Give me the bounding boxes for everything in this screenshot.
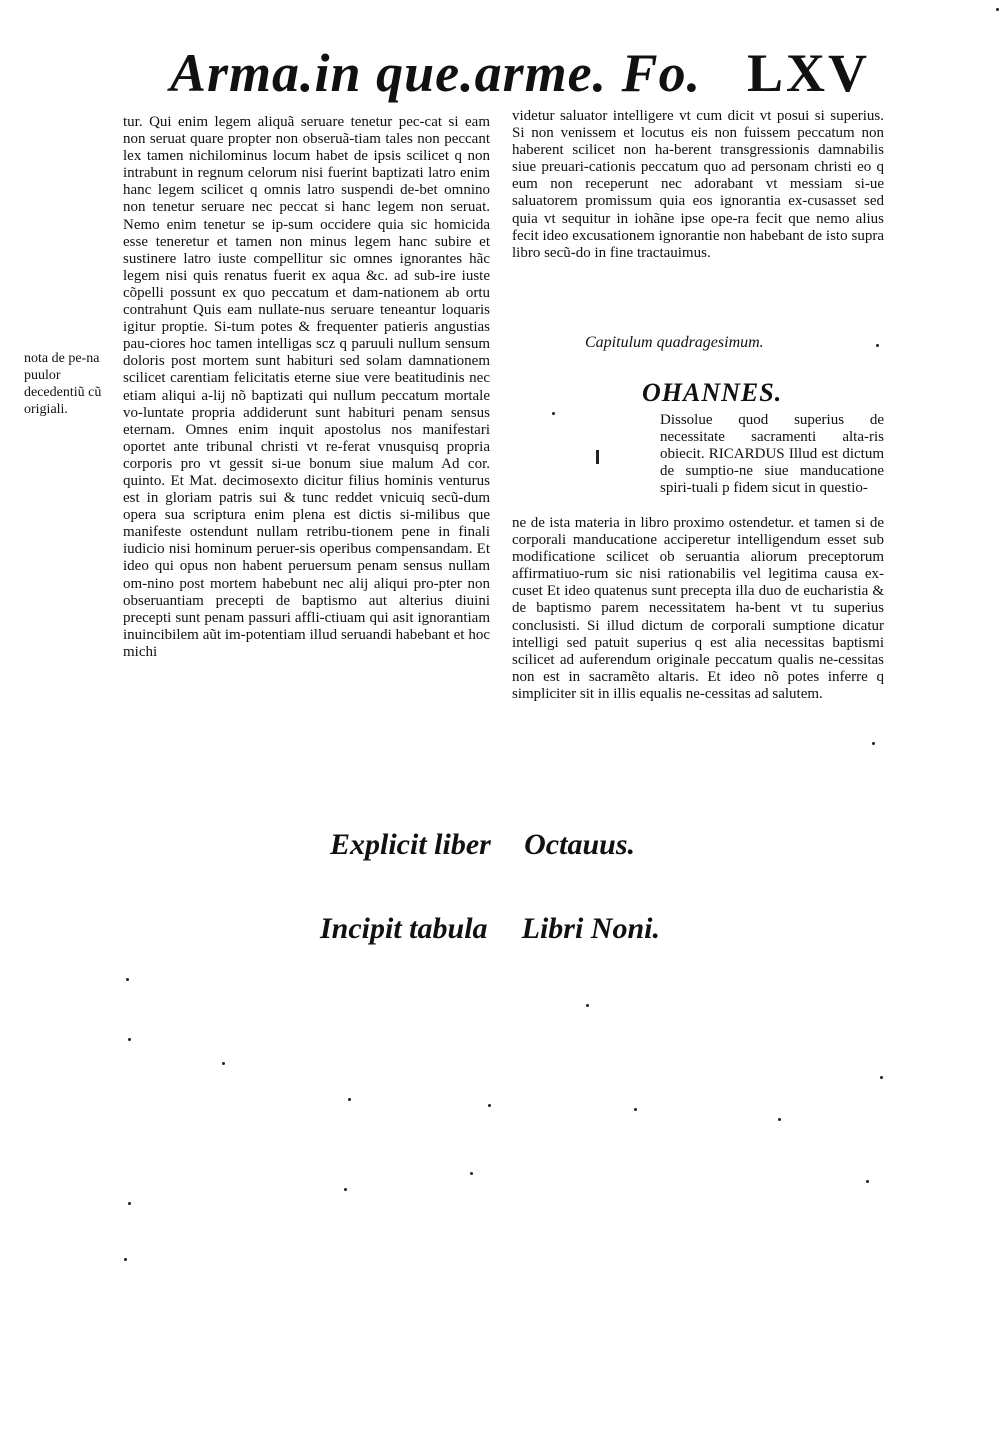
right-column-top-text: videtur saluator intelligere vt cum dicit vt posui si superius. Si non venissem et locutus eis non fuissem peccatum non haberent scilicet non ha-berent transgressionis damnabilis siue preuari-cationis peccatum quo ad personam christi eo q eum non receperunt nec adorabant vt messiam si-ue saluatorem promissum quia eos ignorantia ex-cusasset sed quia vt sequitur in iohãne ipse ope-ra fecit que nemo alius fecit ideo excusationem ignorantie non habebant de isto supra libro secũ-do in fine tractauimus. (512, 108, 884, 261)
left-column (123, 114, 490, 661)
ink-speck (880, 1076, 883, 1079)
ink-speck (128, 1038, 131, 1041)
marginal-note: nota de pe-na puulor decedentiũ cũ origiali. (24, 351, 102, 417)
right-column-indented (660, 412, 884, 497)
ink-speck (348, 1098, 351, 1101)
right-column-bottom (512, 515, 884, 703)
ink-speck (552, 412, 555, 415)
right-column-indented-text: Dissolue quod superius de necessitate sacramenti alta-ris obiecit. RICARDUS Illud est dictum de sumptio-ne siue manducatione spiri-tuali p fidem sicut in questio- (660, 412, 884, 497)
ink-speck (996, 8, 999, 11)
right-column-top (512, 108, 884, 262)
ink-speck (634, 1108, 637, 1111)
ink-speck (872, 742, 875, 745)
explicit-line (330, 828, 635, 862)
chapter-initial-word: OHANNES. (642, 378, 783, 407)
incipit-part-2: Libri Noni. (521, 912, 660, 945)
explicit-part-2: Octauus. (524, 828, 635, 861)
ink-speck (222, 1062, 225, 1065)
initial-space-mark (596, 450, 599, 464)
right-column-bottom-text: ne de ista materia in libro proximo ostendetur. et tamen si de corporali manducatione acciperetur intelligendum esset sub modificatione scilicet ob seruantia aliorum preceptorum affirmatiuo-rum sic nisi rationabilis vel legitima causa ex-cuset Et ideo quatenus sunt precepta illa duo de eucharistia & de baptismo parem necessitatem ha-bent vt tu superius conclusisti. Si illud dictum de corporali sumptione dicatur intelligi sed patuit superius q est alia necessitas baptismi scilicet ad auferendum originale peccatum qualis ne-cessitas non est in sacramẽto altaris. Et ideo nõ potes inferre q simpliciter sit in illis equalis ne-cessitas ad salutem. (512, 515, 884, 702)
chapter-title: Capitulum quadragesimum. (585, 334, 764, 351)
left-column-text: tur. Qui enim legem aliquã seruare tenetur pec-cat si eam non seruat quare propter non obseruã-tiam tales non peccant lex tamen nichilominus locum habet de ipsis scilicet q non intrabunt in regnum celorum nisi fuerint baptizati latro enim hanc legem scilicet q omnis latro suspendi de-bet omnino non tenetur seruare nec peccat si hanc legem non seruat. Nemo enim tenetur se ip-sum occidere quia sic homicida esse teneretur et tamen non minus legem hanc subire et sustinere latro iuste compellitur sic omnes ignorantes hãc legem nisi quis renatus fuerit ex aqua &c. ad sub-ire iuste cõpelli possunt ex quo peccatum et dam-nationem ab ortu contrahunt Quis eam nullate-nus seruare teneantur loquaris igitur proptie. Si-tum potes & frequenter patieris angustias pau-ciores hoc tamen intelligas scz q paruuli nullum sensum doloris post mortem sunt habituri sed solam damnationem scilicet carentiam felicitatis eterne siue vere beatitudinis nec etiam aliqui a-lij nõ baptizati qui nullum peccatum mortale vo-luntate propria addiderunt sunt habituri penam sensus eternam. Omnes enim inquit apostolus nos manifestari oportet ante tribunal christi vt re-ferat vnusquisq propria corporis pro vt gessit si-ue bonum siue malum Ad cor. quinto. Et Mat. decimosexto dicitur filius hominis venturus est in gloriam patris sui & tunc reddet vnicuiq secũ-dum opera sua scriptura enim plena est dictis si-milibus que manifeste ostendunt nullam retribu-tionem pene in finali iudicio nisi hominum peruer-sis operibus compensandam. Et ideo qui opus non habent peruersum penam sensus nullam om-nino post mortem habebunt nec alij aliqui pro-pter non obseruantiam precepti de baptismo aut alterius diuini precepti sunt penam passuri affli-ctiuam qui asit ignorantiam inuincibilem aũt im-potentiam illud seruandi habebant et hoc michi (123, 114, 490, 660)
ink-speck (126, 978, 129, 981)
ink-speck (586, 1004, 589, 1007)
incipit-part-1: Incipit tabula (320, 912, 488, 945)
running-header (170, 30, 870, 103)
ink-speck (866, 1180, 869, 1183)
ink-speck (778, 1118, 781, 1121)
ink-speck (344, 1188, 347, 1191)
explicit-part-1: Explicit liber (330, 828, 491, 861)
folio-number: LXV (746, 43, 870, 103)
header-title: Arma.in que.arme. Fo. (170, 43, 702, 103)
ink-speck (124, 1258, 127, 1261)
ink-speck (470, 1172, 473, 1175)
ink-speck (128, 1202, 131, 1205)
ink-speck (876, 344, 879, 347)
ink-speck (488, 1104, 491, 1107)
incipit-line (320, 912, 660, 946)
